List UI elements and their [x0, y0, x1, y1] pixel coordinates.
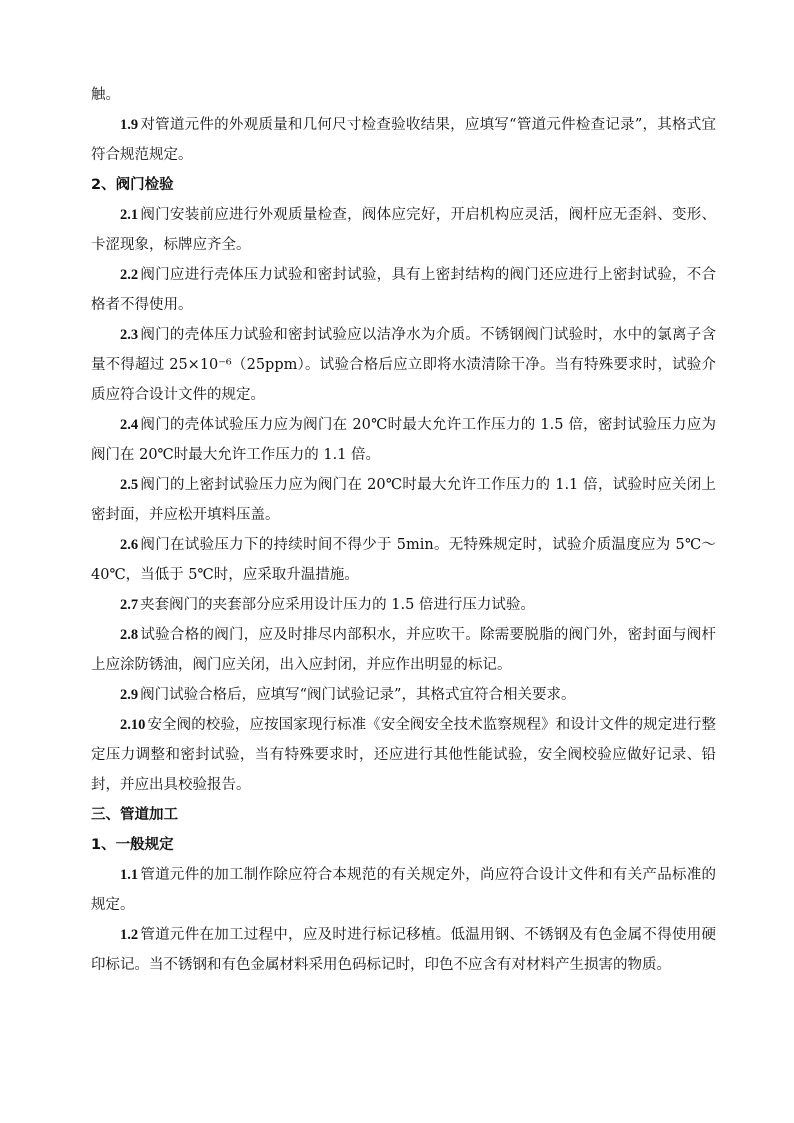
- heading-text: 1、一般规定: [91, 837, 174, 853]
- clause-number: 1.9: [120, 117, 139, 133]
- heading-text: 三、管道加工: [91, 807, 178, 823]
- paragraph-2-3: [91, 320, 716, 410]
- clause-number: 2.6: [120, 537, 139, 553]
- paragraph-2-5: [91, 470, 716, 530]
- paragraph-2-1: [91, 200, 716, 260]
- paragraph-2-6: [91, 530, 716, 590]
- clause-number: 2.4: [120, 417, 139, 433]
- paragraph-text: 管道元件在加工过程中，应及时进行标记移植。低温用钢、不锈钢及有色金属不得使用硬印标记。当不锈钢和有色金属材料采用色码标记时，印色不应含有对材料产生损害的物质。: [91, 927, 716, 973]
- paragraph-2-9: [91, 680, 716, 710]
- clause-number: 1.2: [120, 927, 139, 943]
- clause-number: 2.7: [120, 597, 139, 613]
- paragraph-continuation: [91, 80, 716, 110]
- heading-text: 2、阀门检验: [91, 177, 174, 193]
- paragraph-text: 阀门应进行壳体压力试验和密封试验，具有上密封结构的阀门还应进行上密封试验，不合格者不得使用。: [91, 267, 716, 313]
- paragraph-text: 阀门的壳体压力试验和密封试验应以洁净水为介质。不锈钢阀门试验时，水中的氯离子含量不得超过 25×10⁻⁶（25ppm）。试验合格后应立即将水渍清除干净。当有特殊要求时，试验介质应符合设计文件的规定。: [91, 327, 716, 403]
- clause-number: 2.10: [120, 717, 146, 733]
- paragraph-text: 试验合格的阀门，应及时排尽内部积水，并应吹干。除需要脱脂的阀门外，密封面与阀杆上应涂防锈油，阀门应关闭，出入应封闭，并应作出明显的标记。: [91, 627, 716, 673]
- clause-number: 2.8: [120, 627, 139, 643]
- paragraph-2-4: [91, 410, 716, 470]
- section-heading-valve-inspection: [91, 170, 716, 200]
- clause-number: 1.1: [120, 867, 139, 883]
- paragraph-text: 触。: [91, 87, 120, 103]
- section-heading-general-rules: [91, 830, 716, 860]
- clause-number: 2.2: [120, 267, 139, 283]
- paragraph-1-1: [91, 860, 716, 920]
- paragraph-2-10: [91, 710, 716, 800]
- clause-number: 2.5: [120, 477, 139, 493]
- paragraph-2-8: [91, 620, 716, 680]
- document-page: [91, 80, 716, 980]
- paragraph-text: 管道元件的加工制作除应符合本规范的有关规定外，尚应符合设计文件和有关产品标准的规定。: [91, 867, 716, 913]
- clause-number: 2.9: [120, 687, 139, 703]
- paragraph-text: 阀门安装前应进行外观质量检查，阀体应完好，开启机构应灵活，阀杆应无歪斜、变形、卡涩现象，标牌应齐全。: [91, 207, 716, 253]
- clause-number: 2.3: [120, 327, 139, 343]
- paragraph-text: 对管道元件的外观质量和几何尺寸检查验收结果，应填写“管道元件检查记录”，其格式宜符合规范规定。: [91, 117, 716, 163]
- paragraph-2-2: [91, 260, 716, 320]
- paragraph-text: 安全阀的校验，应按国家现行标准《安全阀安全技术监察规程》和设计文件的规定进行整定压力调整和密封试验，当有特殊要求时，还应进行其他性能试验，安全阀校验应做好记录、铅封，并应出具校验报告。: [91, 717, 716, 793]
- chapter-heading-pipe-processing: [91, 800, 716, 830]
- paragraph-1-9: [91, 110, 716, 170]
- paragraph-text: 阀门的上密封试验压力应为阀门在 20℃时最大允许工作压力的 1.1 倍，试验时应关闭上密封面，并应松开填料压盖。: [91, 477, 716, 523]
- clause-number: 2.1: [120, 207, 139, 223]
- paragraph-text: 阀门的壳体试验压力应为阀门在 20℃时最大允许工作压力的 1.5 倍，密封试验压力应为阀门在 20℃时最大允许工作压力的 1.1 倍。: [91, 417, 716, 463]
- paragraph-1-2: [91, 920, 716, 980]
- paragraph-2-7: [91, 590, 716, 620]
- paragraph-text: 夹套阀门的夹套部分应采用设计压力的 1.5 倍进行压力试验。: [140, 597, 535, 613]
- paragraph-text: 阀门试验合格后，应填写“阀门试验记录”，其格式宜符合相关要求。: [140, 687, 576, 703]
- paragraph-text: 阀门在试验压力下的持续时间不得少于 5min。无特殊规定时，试验介质温度应为 5℃～40℃，当低于 5℃时，应采取升温措施。: [91, 537, 716, 583]
